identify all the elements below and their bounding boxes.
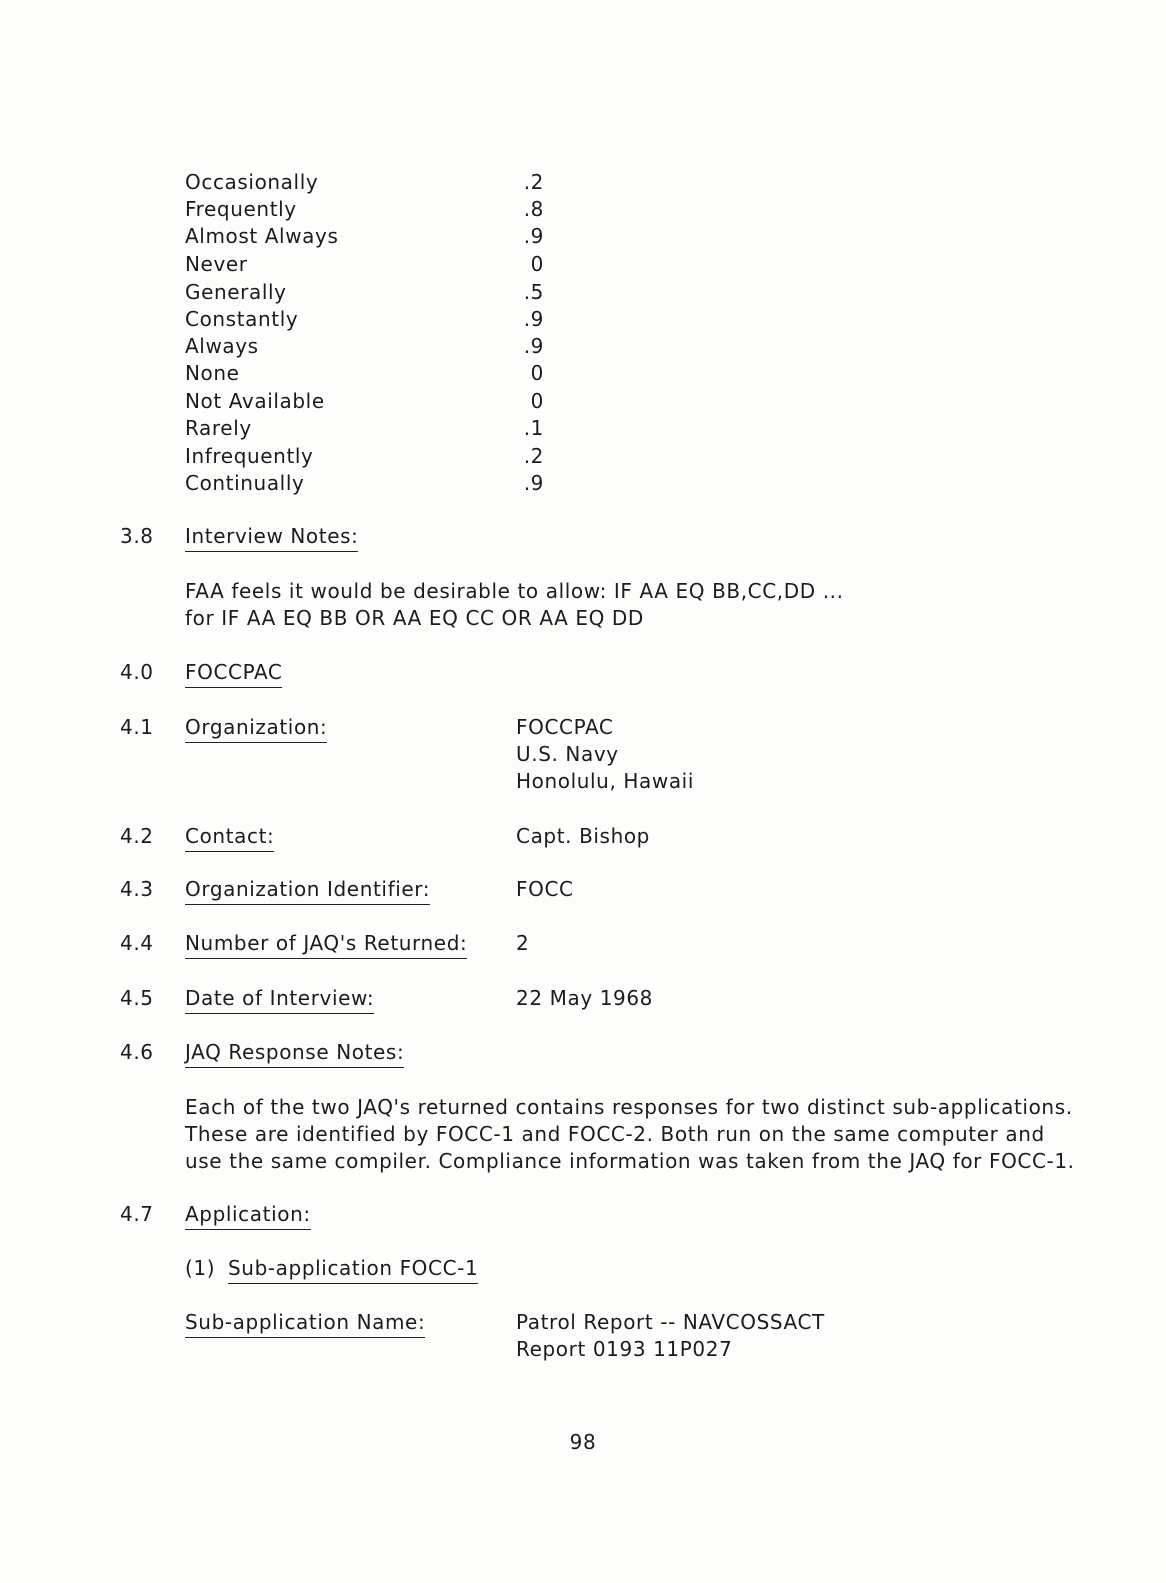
frequency-term: Never xyxy=(185,252,248,276)
section-number: 4.2 xyxy=(120,824,154,848)
section-number: 4.3 xyxy=(120,877,154,901)
frequency-value: .8 xyxy=(523,197,544,221)
section-number: 3.8 xyxy=(120,524,154,548)
frequency-term: Continually xyxy=(185,471,305,495)
sub-application-heading: Sub-application FOCC-1 xyxy=(228,1256,478,1284)
field-label-date-of-interview: Date of Interview: xyxy=(185,986,374,1014)
frequency-value: 0 xyxy=(530,389,544,413)
frequency-value: .1 xyxy=(523,416,544,440)
field-value-sub-application-name: Report 0193 11P027 xyxy=(516,1337,733,1361)
field-label-jaq-returned: Number of JAQ's Returned: xyxy=(185,931,467,959)
frequency-value: .9 xyxy=(523,307,544,331)
section-number: 4.1 xyxy=(120,715,154,739)
frequency-value: .9 xyxy=(523,224,544,248)
section-heading-interview-notes: Interview Notes: xyxy=(185,524,358,552)
jaq-response-notes-line: Each of the two JAQ's returned contains responses for two distinct sub-applications. xyxy=(185,1095,1073,1119)
frequency-value: .9 xyxy=(523,334,544,358)
frequency-term: Always xyxy=(185,334,259,358)
field-value-organization: Honolulu, Hawaii xyxy=(516,769,694,793)
frequency-term: None xyxy=(185,361,240,385)
jaq-response-notes-line: These are identified by FOCC-1 and FOCC-2. Both run on the same computer and xyxy=(185,1122,1045,1146)
frequency-term: Occasionally xyxy=(185,170,319,194)
field-value-date-of-interview: 22 May 1968 xyxy=(516,986,654,1010)
field-value-jaq-returned: 2 xyxy=(516,931,530,955)
field-value-organization: FOCCPAC xyxy=(516,715,614,739)
jaq-response-notes-line: use the same compiler. Compliance information was taken from the JAQ for FOCC-1. xyxy=(185,1149,1075,1173)
section-number: 4.0 xyxy=(120,660,154,684)
frequency-value: .9 xyxy=(523,471,544,495)
field-value-organization: U.S. Navy xyxy=(516,742,619,766)
interview-notes-line: FAA feels it would be desirable to allow: IF AA EQ BB,CC,DD ... xyxy=(185,579,844,603)
frequency-value: .2 xyxy=(523,444,544,468)
sub-application-number: (1) xyxy=(185,1256,216,1280)
field-value-contact: Capt. Bishop xyxy=(516,824,650,848)
frequency-term: Not Available xyxy=(185,389,325,413)
frequency-term: Generally xyxy=(185,280,287,304)
frequency-term: Constantly xyxy=(185,307,299,331)
page-number: 98 xyxy=(569,1430,597,1454)
frequency-term: Frequently xyxy=(185,197,297,221)
field-value-sub-application-name: Patrol Report -- NAVCOSSACT xyxy=(516,1310,825,1334)
interview-notes-line: for IF AA EQ BB OR AA EQ CC OR AA EQ DD xyxy=(185,606,644,630)
frequency-term: Rarely xyxy=(185,416,252,440)
field-label-sub-application-name: Sub-application Name: xyxy=(185,1310,425,1338)
frequency-term: Almost Always xyxy=(185,224,339,248)
section-number: 4.4 xyxy=(120,931,154,955)
section-number: 4.7 xyxy=(120,1202,154,1226)
section-heading-jaq-response-notes: JAQ Response Notes: xyxy=(185,1040,404,1068)
section-number: 4.6 xyxy=(120,1040,154,1064)
field-value-organization-identifier: FOCC xyxy=(516,877,574,901)
frequency-value: 0 xyxy=(530,361,544,385)
section-heading-foccpac: FOCCPAC xyxy=(185,660,282,688)
frequency-value: .5 xyxy=(523,280,544,304)
field-label-contact: Contact: xyxy=(185,824,274,852)
frequency-term: Infrequently xyxy=(185,444,314,468)
section-number: 4.5 xyxy=(120,986,154,1010)
field-label-organization-identifier: Organization Identifier: xyxy=(185,877,430,905)
section-heading-application: Application: xyxy=(185,1202,311,1230)
frequency-value: 0 xyxy=(530,252,544,276)
field-label-organization: Organization: xyxy=(185,715,327,743)
frequency-value: .2 xyxy=(523,170,544,194)
